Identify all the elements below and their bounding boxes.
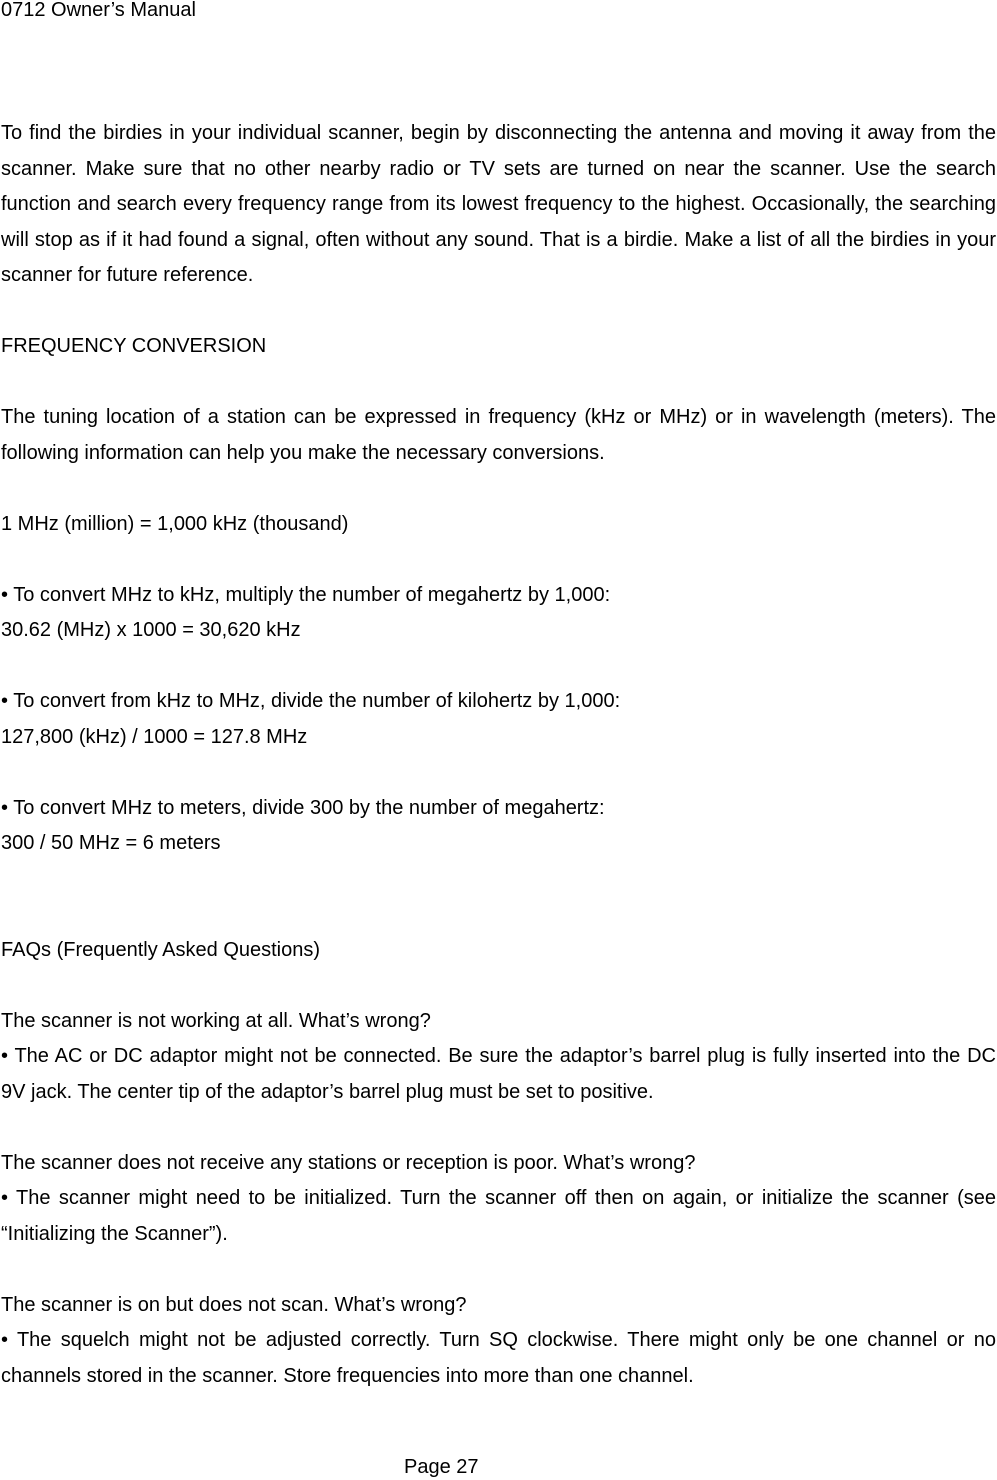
conversion-instruction: • To convert MHz to meters, divide 300 by the number of megahertz: <box>1 796 605 819</box>
faq-question: The scanner does not receive any stations or reception is poor. What’s wrong? <box>1 1151 696 1174</box>
faq-question: The scanner is not working at all. What’s wrong? <box>1 1009 431 1032</box>
faq-answer: • The AC or DC adaptor might not be connected. Be sure the adaptor’s barrel plug is fully inserted into the DC 9V jack. The center tip of the adaptor’s barrel plug must be set to positive. <box>1 1045 996 1103</box>
conversion-instruction: • To convert MHz to kHz, multiply the number of megahertz by 1,000: <box>1 583 611 606</box>
mhz-khz-definition: 1 MHz (million) = 1,000 kHz (thousand) <box>1 512 349 535</box>
birdies-paragraph: To find the birdies in your individual scanner, begin by disconnecting the antenna and moving it away from the scanner. Make sure that no other nearby radio or TV sets are turned on near the scanner. Use the search function and search every frequency range from its lowest frequency to the highest. Occasionally, the searching will stop as if it had found a signal, often without any sound. That is a birdie. Make a list of all the birdies in your scanner for future reference. <box>1 122 996 286</box>
conversion-example: 30.62 (MHz) x 1000 = 30,620 kHz <box>1 619 301 641</box>
faq-answer: • The squelch might not be adjusted correctly. Turn SQ clockwise. There might only be one channel or no channels stored in the scanner. Store frequencies into more than one channel. <box>1 1329 996 1387</box>
faq-answer: • The scanner might need to be initialized. Turn the scanner off then on again, or initialize the scanner (see “Initializing the Scanner”). <box>1 1187 996 1245</box>
page-header: 0712 Owner’s Manual <box>1 0 196 21</box>
frequency-conversion-intro: The tuning location of a station can be expressed in frequency (kHz or MHz) or in wavelength (meters). The following information can help you make the necessary conversions. <box>1 406 996 464</box>
faqs-heading: FAQs (Frequently Asked Questions) <box>1 938 321 961</box>
conversion-example: 300 / 50 MHz = 6 meters <box>1 832 221 854</box>
conversion-instruction: • To convert from kHz to MHz, divide the number of kilohertz by 1,000: <box>1 690 621 712</box>
faq-question: The scanner is on but does not scan. What’s wrong? <box>1 1293 467 1316</box>
frequency-conversion-heading: FREQUENCY CONVERSION <box>1 335 267 357</box>
page-number: Page 27 <box>404 1456 479 1478</box>
page-content <box>1 116 996 1394</box>
conversion-example: 127,800 (kHz) / 1000 = 127.8 MHz <box>1 725 308 748</box>
